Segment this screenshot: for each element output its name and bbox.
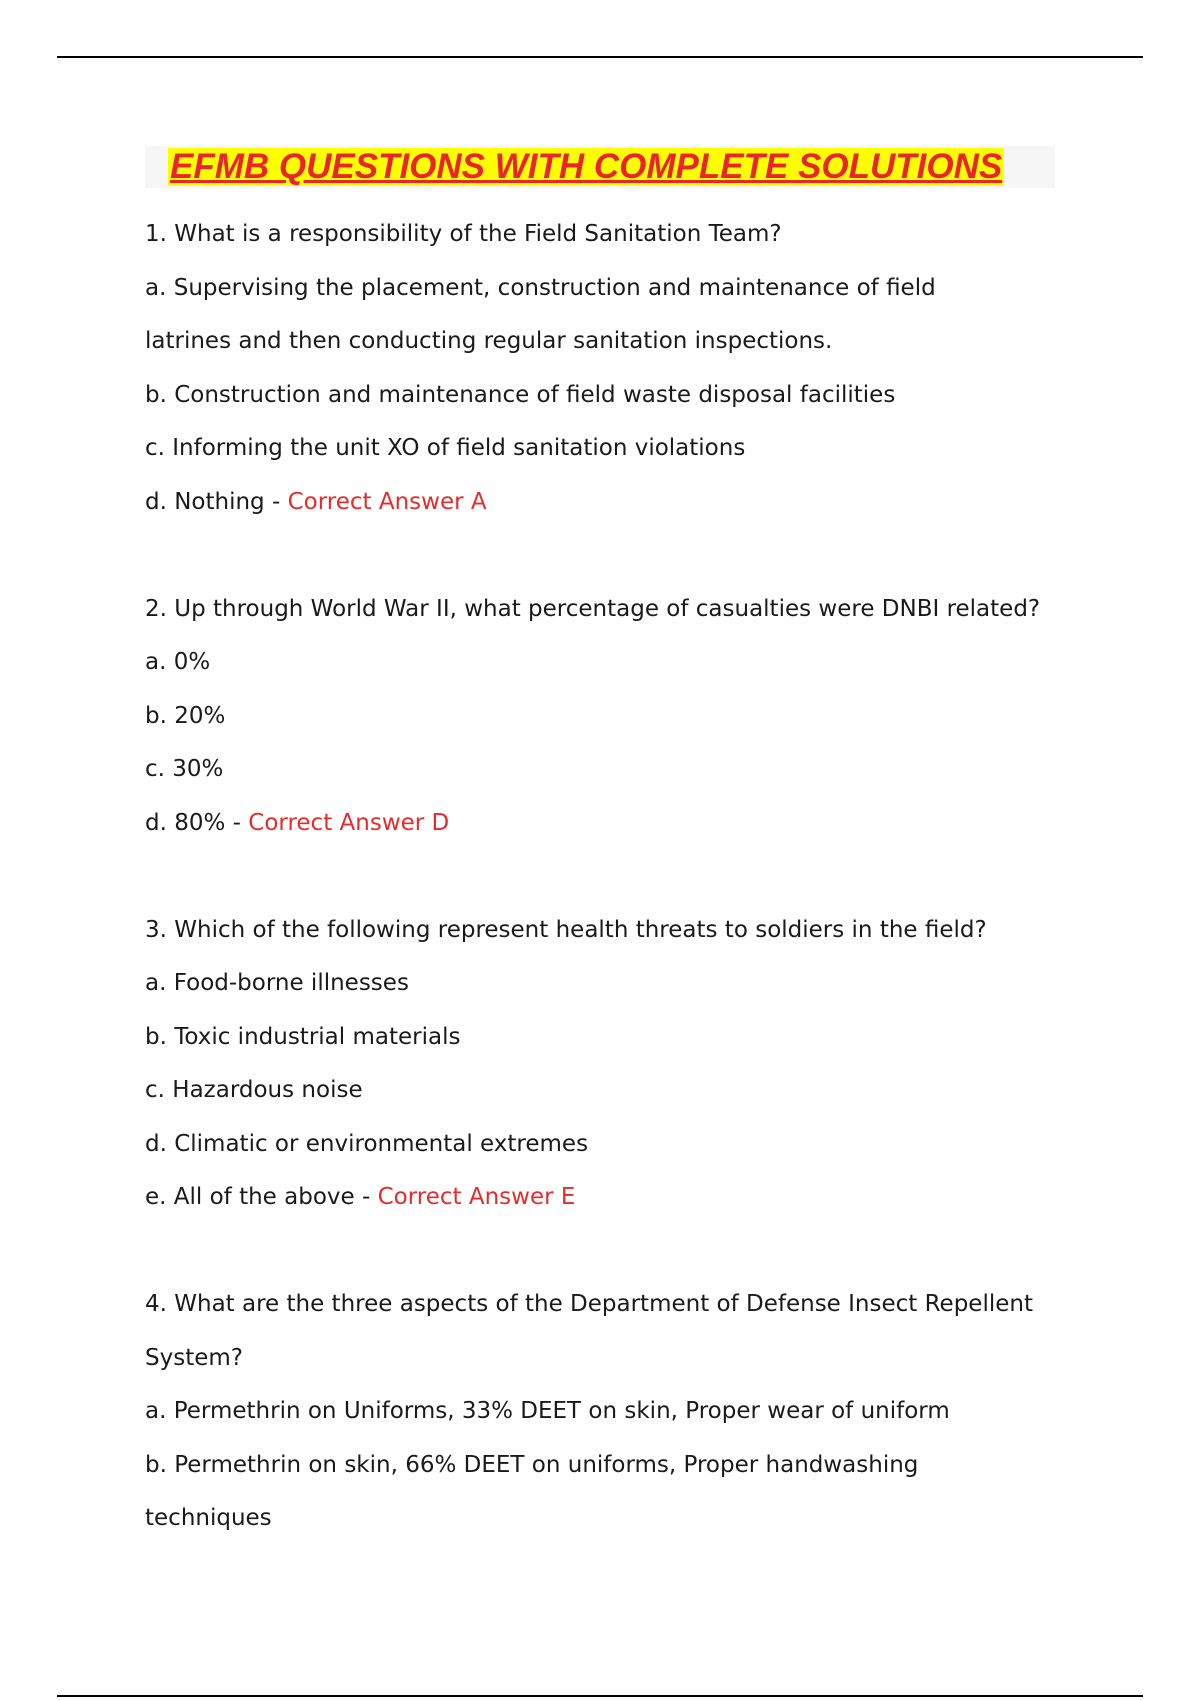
question-2-option-c: c. 30% [145, 756, 224, 782]
document-body [145, 208, 1075, 1546]
question-4-text: 4. What are the three aspects of the Department of Defense Insect Repellent [145, 1291, 1033, 1317]
question-3-option-c: c. Hazardous noise [145, 1077, 363, 1103]
question-1-text: 1. What is a responsibility of the Field Sanitation Team? [145, 221, 782, 247]
question-2-option-d [145, 797, 1075, 851]
question-3-option-e-text: e. All of the above - [145, 1184, 378, 1210]
question-4-option-b: b. Permethrin on skin, 66% DEET on uniforms, Proper handwashing [145, 1451, 919, 1478]
question-2-option-a: a. 0% [145, 649, 211, 675]
spacer [145, 529, 1075, 583]
question-3-option-e [145, 1171, 1075, 1225]
question-4-option-a: a. Permethrin on Uniforms, 33% DEET on skin, Proper wear of uniform [145, 1398, 950, 1424]
question-3-option-d: d. Climatic or environmental extremes [145, 1130, 589, 1157]
question-3-answer: Correct Answer E [377, 1184, 576, 1210]
question-3-text: 3. Which of the following represent health threats to soldiers in the field? [145, 916, 987, 943]
bottom-rule [57, 1695, 1143, 1697]
question-4-option-b-cont: techniques [145, 1505, 272, 1531]
question-2-answer: Correct Answer D [248, 809, 450, 836]
spacer [145, 850, 1075, 904]
question-3-option-b: b. Toxic industrial materials [145, 1023, 461, 1050]
question-1-option-c: c. Informing the unit XO of field sanitation violations [145, 435, 746, 461]
question-3-option-a: a. Food-borne illnesses [145, 970, 409, 996]
question-1-option-a-cont: latrines and then conducting regular sanitation inspections. [145, 328, 833, 354]
question-1-option-b: b. Construction and maintenance of field waste disposal facilities [145, 381, 896, 408]
question-1-answer: Correct Answer A [287, 488, 487, 515]
document-title: EFMB QUESTIONS WITH COMPLETE SOLUTIONS [170, 147, 1003, 186]
top-rule [57, 56, 1143, 58]
question-2-option-d-text: d. 80% - [145, 809, 249, 836]
question-2-text: 2. Up through World War II, what percentage of casualties were DNBI related? [145, 595, 1041, 622]
question-4-text-cont: System? [145, 1344, 243, 1371]
spacer [145, 1225, 1075, 1279]
question-2-option-b: b. 20% [145, 702, 226, 729]
question-1-option-a: a. Supervising the placement, construction and maintenance of field [145, 274, 936, 301]
question-1-option-d-text: d. Nothing - [145, 488, 288, 515]
question-1-option-d [145, 476, 1075, 530]
